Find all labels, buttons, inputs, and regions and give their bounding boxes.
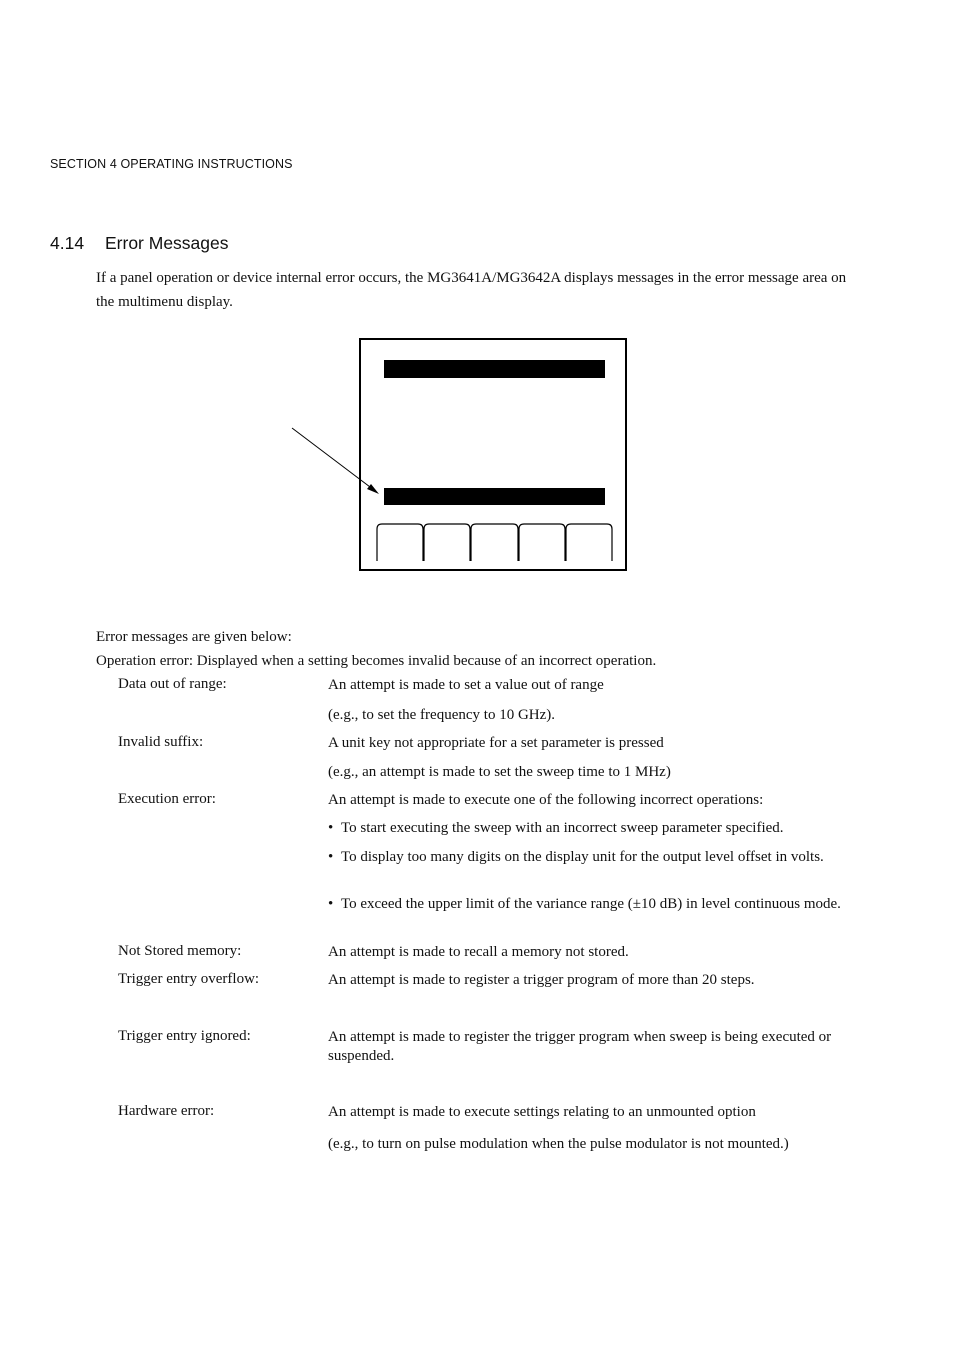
- softkey-1: [377, 524, 423, 561]
- error-example-data-out-of-range: (e.g., to set the frequency to 10 GHz).: [328, 707, 556, 723]
- error-message-area: [384, 488, 605, 505]
- error-desc-execution-error: An attempt is made to execute one of the following incorrect operations:: [328, 792, 764, 808]
- softkey-4: [519, 524, 565, 561]
- execution-bullet-2: • To display too many digits on the display unit for the output level offset in volts.: [328, 849, 824, 865]
- intro-paragraph: If a panel operation or device internal error occurs, the MG3641A/MG3642A displays messages in the error message area on the multimenu display.: [96, 270, 847, 310]
- execution-bullet-3: • To exceed the upper limit of the variance range (±10 dB) in level continuous mode.: [328, 896, 841, 912]
- error-label-trigger-entry-ignored: Trigger entry ignored:: [118, 1028, 251, 1044]
- error-label-hardware-error: Hardware error:: [118, 1103, 215, 1119]
- execution-bullet-3-text: To exceed the upper limit of the variance range (±10 dB) in level continuous mode.: [341, 896, 841, 912]
- operation-error-line: Operation error: Displayed when a setting becomes invalid because of an incorrect operation.: [96, 653, 657, 669]
- execution-bullet-1-text: To start executing the sweep with an incorrect sweep parameter specified.: [341, 820, 784, 836]
- execution-bullet-1: • To start executing the sweep with an incorrect sweep parameter specified.: [328, 820, 784, 836]
- error-label-data-out-of-range: Data out of range:: [118, 676, 227, 692]
- error-example-invalid-suffix: (e.g., an attempt is made to set the sweep time to 1 MHz): [328, 764, 671, 780]
- error-desc-hardware-error: An attempt is made to execute settings relating to an unmounted option: [328, 1104, 756, 1120]
- softkey-5: [566, 524, 612, 561]
- error-label-not-stored-memory: Not Stored memory:: [118, 943, 242, 959]
- error-desc-trigger-entry-ignored: An attempt is made to register the trigger program when sweep is being executed or suspended.: [328, 1029, 832, 1064]
- display-title-bar: [384, 360, 605, 378]
- execution-bullet-2-text: To display too many digits on the display unit for the output level offset in volts.: [341, 849, 824, 865]
- messages-intro: Error messages are given below:: [96, 629, 292, 645]
- error-label-invalid-suffix: Invalid suffix:: [118, 734, 204, 750]
- softkey-3: [471, 524, 518, 561]
- section-heading: [50, 233, 229, 254]
- error-label-execution-error: Execution error:: [118, 791, 216, 807]
- error-desc-not-stored-memory: An attempt is made to recall a memory not stored.: [328, 944, 629, 960]
- running-header: SECTION 4 OPERATING INSTRUCTIONS: [50, 157, 293, 171]
- error-desc-data-out-of-range: An attempt is made to set a value out of range: [328, 677, 604, 693]
- softkey-2: [424, 524, 470, 561]
- section-title: Error Messages: [105, 233, 229, 253]
- section-number: 4.14: [50, 233, 85, 253]
- error-example-hardware-error: (e.g., to turn on pulse modulation when the pulse modulator is not mounted.): [328, 1136, 789, 1152]
- softkey-row: [376, 523, 613, 561]
- error-desc-trigger-entry-overflow: An attempt is made to register a trigger program of more than 20 steps.: [328, 972, 755, 988]
- error-label-trigger-entry-overflow: Trigger entry overflow:: [118, 971, 260, 987]
- error-desc-invalid-suffix: A unit key not appropriate for a set parameter is pressed: [328, 735, 664, 751]
